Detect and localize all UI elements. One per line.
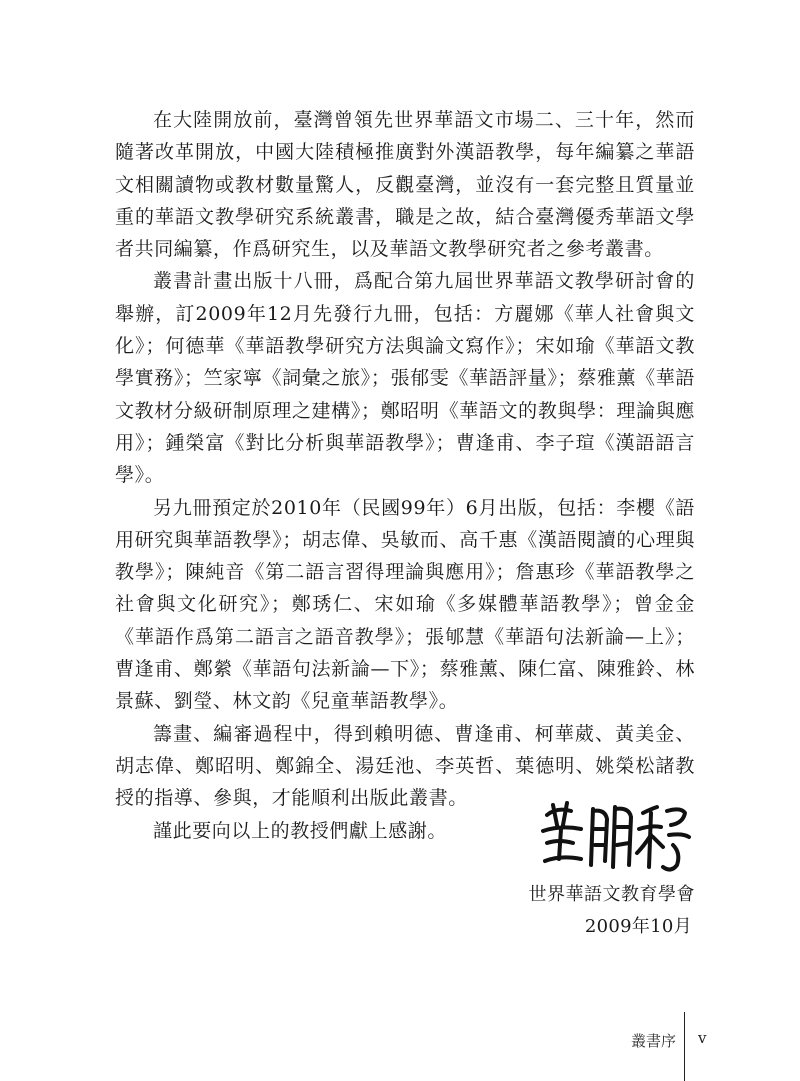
paragraph-5: 謹此要向以上的教授們獻上感謝。 — [153, 819, 448, 842]
paragraph-2: 叢書計畫出版十八冊，爲配合第九屆世界華語文教學研討會的舉辦，訂2009年12月先發行九冊，包括：方麗娜《華人社會與文化》；何德華《華語教學研究方法與論文寫作》；宋如瑜《華語文教學實務》；竺家寧《詞彙之旅》；張郁雯《華語評量》；蔡雅薰《華語文教材分級研制原理之建構》；鄭昭明《華語文的教與學：理論與應用》；鍾榮富《對比分析與華語教學》；曹逢甫、李子瑄《漢語語言學》。 — [115, 270, 695, 487]
organization-name: 世界華語文教育學會 — [528, 884, 695, 905]
paragraph-1: 在大陸開放前，臺灣曾領先世界華語文市場二、三十年，然而隨著改革開放，中國大陸積極推廣對外漢語教學，每年編纂之華語文相關讀物或教材數量驚人，反觀臺灣，並沒有一套完整且質量並重的華語文教學研究系統叢書，職是之故，結合臺灣優秀華語文學者共同編纂，作爲研究生，以及華語文教學研究者之參考叢書。 — [115, 109, 695, 261]
paragraph-4: 籌畫、編審過程中，得到賴明德、曹逢甫、柯華葳、黃美金、胡志偉、鄭昭明、鄭錦全、湯廷池、李英哲、葉德明、姚榮松諸教授的指導、參與，才能順利出版此叢書。 — [115, 722, 695, 810]
preface-body — [115, 104, 695, 847]
page-number: v — [698, 1029, 707, 1047]
handwritten-signature — [535, 795, 695, 885]
footer-divider — [684, 1012, 685, 1081]
footer-section-title: 叢書序 — [630, 1032, 676, 1050]
signature-image — [535, 795, 695, 885]
paragraph-3: 另九冊預定於2010年（民國99年）6月出版，包括：李櫻《語用研究與華語教學》；胡志偉、吳敏而、高千惠《漢語閱讀的心理與教學》；陳純音《第二語言習得理論與應用》；詹惠珍《華語教學之社會與文化研究》；鄭琇仁、宋如瑜《多媒體華語教學》；曾金金《華語作爲第二語言之語音教學》；張郇慧《華語句法新論—上》；曹逢甫、鄭縈《華語句法新論—下》；蔡雅薰、陳仁富、陳雅鈴、林景蘇、劉瑩、林文韵《兒童華語教學》。 — [115, 496, 695, 713]
signature-date: 2009年10月 — [584, 916, 692, 937]
